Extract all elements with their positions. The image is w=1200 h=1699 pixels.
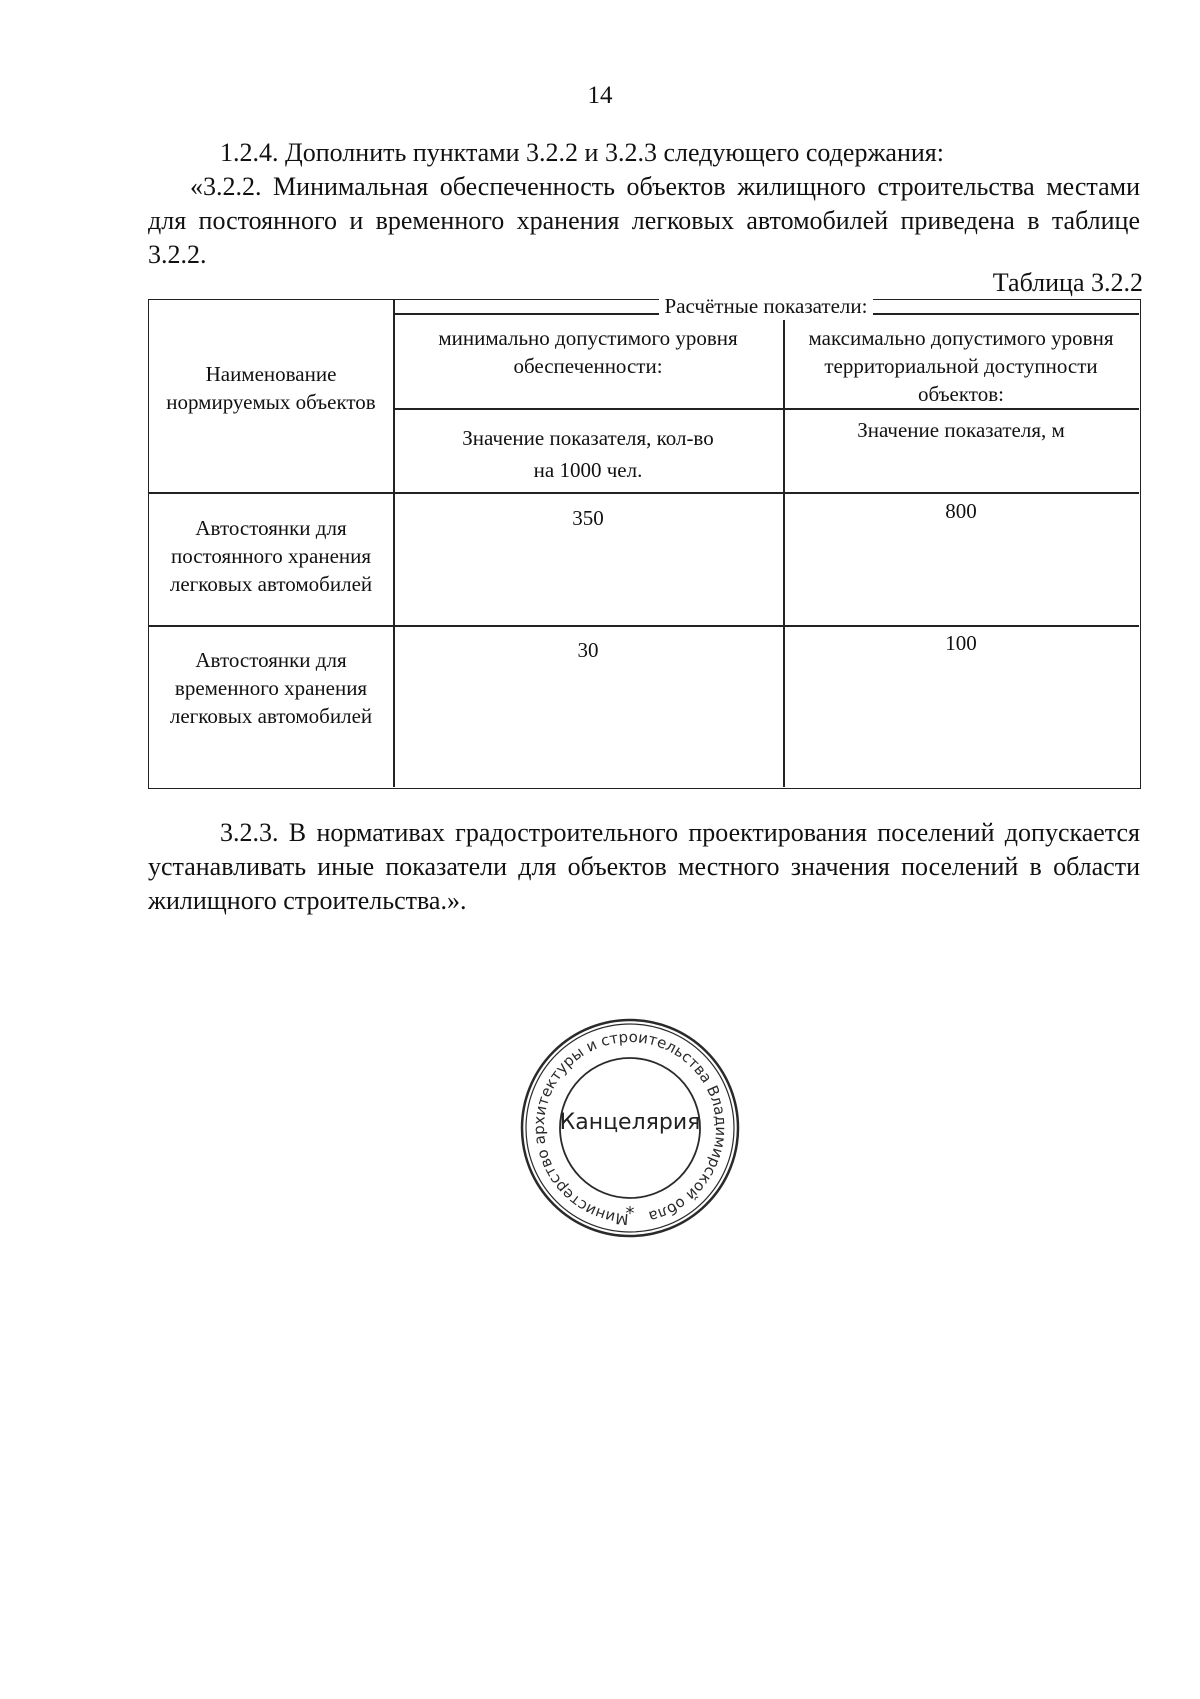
header-max-value: Значение показателя, м: [857, 418, 1065, 442]
page-number: 14: [587, 82, 613, 109]
row-max-value: 800: [945, 499, 977, 523]
section-3-2-2-paragraph: «3.2.2. Минимальная обеспеченность объектов жилищного строительства местами для постоянного и временного хранения легковых автомобилей приведена в таблице 3.2.2.: [148, 172, 1140, 269]
table-caption: Таблица 3.2.2: [992, 268, 1143, 297]
stamp-star: *: [625, 1203, 635, 1224]
stamp-ring-text: Министерство архитектуры и строительства Владимирской области: [529, 1027, 731, 1229]
header-min-value: Значение показателя, кол-во на 1000 чел.: [462, 426, 714, 482]
header-min-level: минимально допустимого уровня обеспеченности:: [438, 326, 738, 378]
row-min-value: 30: [577, 638, 599, 662]
row-max-value: 100: [945, 631, 977, 655]
amendment-paragraph: 1.2.4. Дополнить пунктами 3.2.2 и 3.2.3 следующего содержания:: [220, 138, 944, 167]
office-stamp: [519, 1017, 741, 1239]
row-name: Автостоянки для постоянного хранения легковых автомобилей: [169, 516, 373, 596]
row-name: Автостоянки для временного хранения легковых автомобилей: [169, 648, 373, 728]
header-calculated-indicators: Расчётные показатели:: [393, 300, 1139, 314]
row-min-value: 350: [572, 506, 604, 530]
stamp-center-text: Канцелярия: [559, 1110, 701, 1135]
indicators-table: [148, 294, 1141, 789]
header-object-name: Наименование нормируемых объектов: [166, 362, 376, 414]
section-3-2-3-paragraph: 3.2.3. В нормативах градостроительного проектирования поселений допускается устанавливать иные показатели для объектов местного значения поселений в области жилищного строительства.».: [148, 818, 1140, 915]
header-max-level: максимально допустимого уровня территориальной доступности объектов:: [808, 326, 1114, 406]
